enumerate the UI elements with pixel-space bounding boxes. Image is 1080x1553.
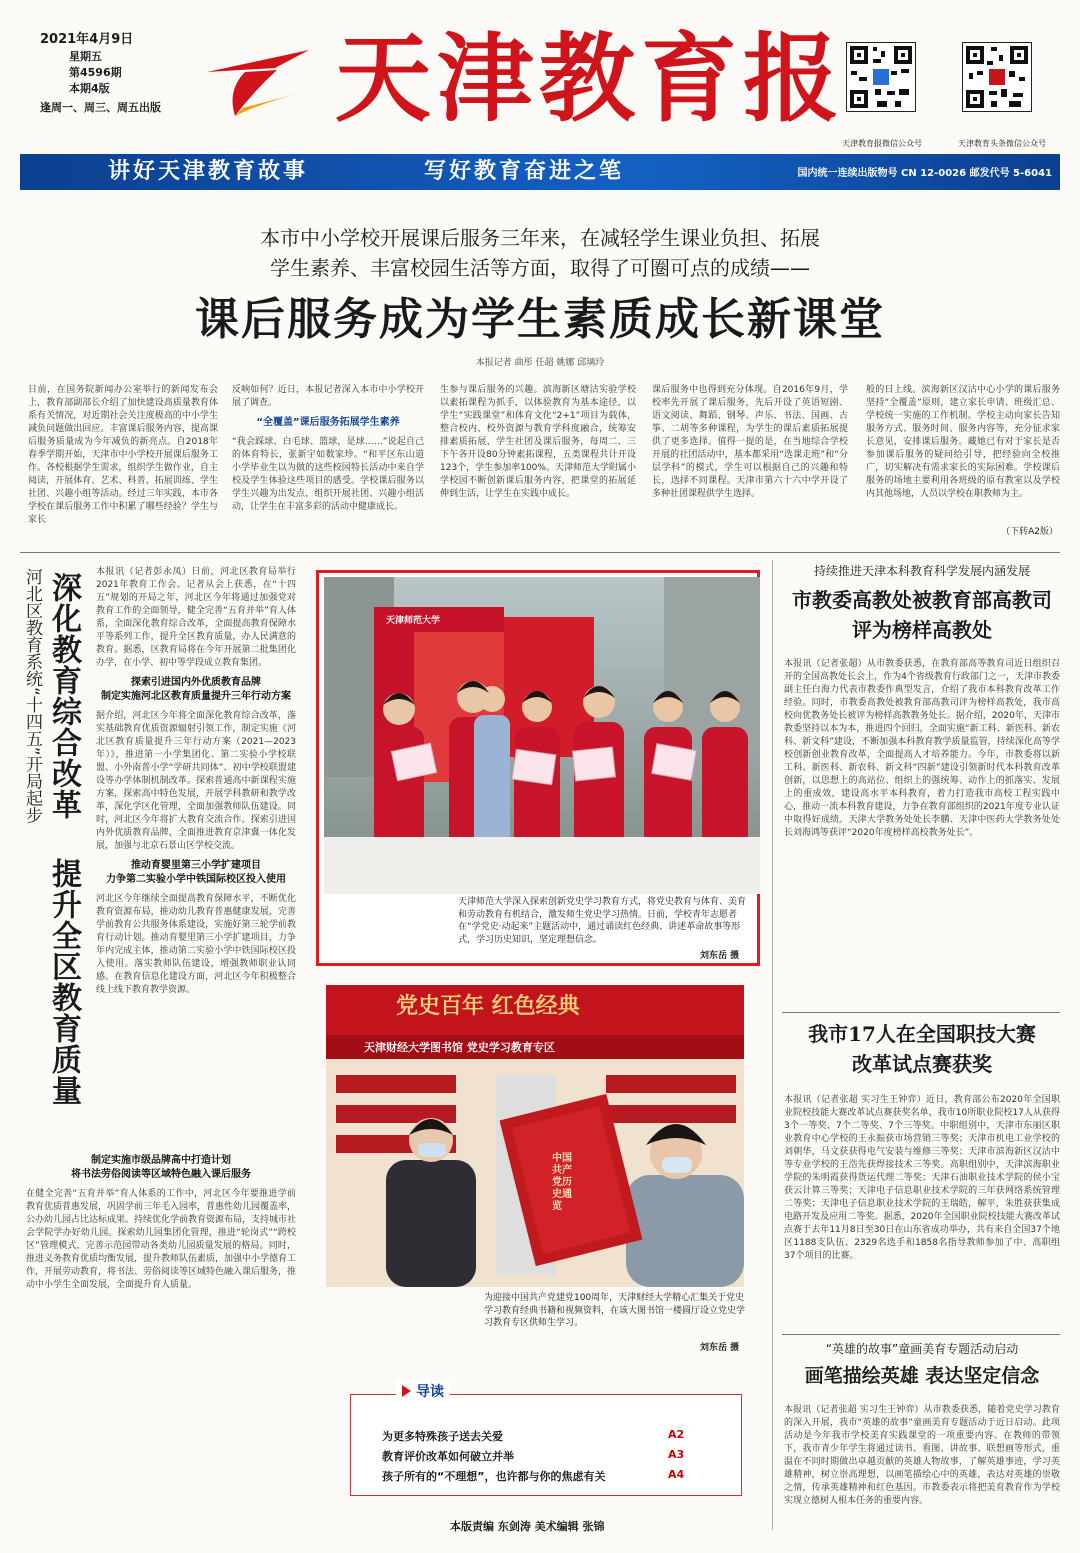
book-title-text: 中国共产党历史通览	[552, 1153, 572, 1212]
issue-schedule: 逢周一、周三、周五出版	[40, 101, 161, 114]
right-story2-headline-1: 我市17人在全国职技大赛	[808, 1022, 1036, 1046]
right-story3-kicker: “英雄的故事”童画美育专题活动启动	[825, 1342, 1019, 1356]
right-story1-body: 本报讯（记者张超）从市教委获悉，在教育部高等教育司近日组织召开的全国高教处长会上，作为4个省级教育行政部门之一，天津市教委副主任白海力代表市教委作典型发言，介绍了我市本科教育改革工作经验。同时，市教委高教处被教育部高教司评为榜样高教处，我市高校向优教务处长被评为榜样高教教务处长。据介绍，2020年，天津市教委坚持以本为本，推进四个回归，全面实施“新工科、新医科、新农科、新文科”建设，不断加强本科教育教学质量监管，持续深化高等学校创新创业教育改革，全面提高人才培养能力。今年，市教委将以新工科、新医科、新农科、新文科“四新”建设引领新时代本科教育改革创新，以思想上的高站位、组织上的强统筹、动作上的抓落实、发展上的重成效，建设高水平本科教育，着力打造我市高校工程实践中心，推动一流本科教育建设，力争在教育部组织的2021年度专业认证中取得好成绩。天津大学教务处处长李鹏、天津中医药大学教务处处长刘海鸿等获评“2020年度榜样高校教务处长”。	[784, 659, 1060, 838]
guide-item[interactable]: 教育评价改革如何破立并举	[382, 1450, 514, 1463]
qr-code-caption: 天津教育头条微信公众号	[958, 139, 1046, 148]
guide-item[interactable]: 孩子所有的“不理想”，也许都与你的焦虑有关	[382, 1470, 606, 1483]
right-story3-body: 本报讯（记者张超 实习生王钟弈）从市教委获悉，随着党史学习教育的深入开展，我市“英雄的故事”童画美育专题活动于近日启动。此项活动是今年我市学校美育实践课堂的一项重要内容。在教师的带领下，我市青少年学生将通过读书、看图、讲故事、联想画等形式，重温在不同时期做出卓越贡献的英雄人物故事，了解英雄事迹，学习英雄精神，树立崇高理想，以画笔描绘心中的英雄，表达对英雄的崇敬之情，传承英雄精神和红色基因。市教委表示将把美育教育作为学校实现立德树人根本任务的重要内容。	[784, 1405, 1060, 1506]
photo-banner-text: 党史百年 红色经典	[396, 993, 580, 1019]
guide-title: 导读	[416, 1384, 444, 1400]
left-story-subheading-2: 推动育婴里第三小学扩建项目 力争第二实验小学中铁国际校区投入使用	[106, 860, 286, 885]
continued-note: （下转A2版）	[1001, 527, 1058, 537]
right-story2-headline-2: 改革试点赛获奖	[852, 1052, 992, 1076]
issue-number: 第4596期	[69, 66, 122, 79]
lead-kicker-line1: 本市中小学校开展课后服务三年来，在减轻学生课业负担、拓展	[260, 226, 820, 250]
left-story-subheading-3: 制定实施市级品牌高中打造计划 将书法劳俗阅读等区域特色融入课后服务	[71, 1155, 251, 1180]
lead-column-5: 般的日上线。滨海新区汉沽中心小学的课后服务坚持“全覆盖”原则，建立家长申请、班级汇总、学校统一实施的工作机制。学校主动向家长告知服务方式、服务时间、服务内容等，充分征求家长意见，安排课后服务。藏她已有对于家长是否参加课后服务的疑问给引导，把经验向全校推广，切实解决有需求家长的实际困难。学校课后服务的场地主要利用各班级的原有教室以及学校内其他场地，人员以学校在职教师为主。	[866, 385, 1060, 499]
photo-credit: 刘东岳 摄	[700, 1343, 740, 1353]
lead-subheading: “全覆盖”课后服务拓展学生素养	[256, 417, 400, 428]
lead-column-2-text: “我会踩球、白毛球、篮球，是球……”说起自己的体育特长，张新宇如数家珍。“和平区东山道小学毕业生以为做的这些校园特长活动中来自学校及学生体验这些项目的感受。学校课后服务以学生兴趣为出发点，组织开展社团、兴趣小组活动，让学生在丰富多彩的活动中健康成长。	[232, 437, 424, 512]
slogan-right: 写好教育奋进之笔	[424, 159, 625, 184]
registration-number: 国内统一连续出版物号 CN 12-0026 邮发代号 5-6041	[797, 168, 1052, 179]
lead-column-1: 日前，在国务院新闻办公室举行的新闻发布会上，教育部副部长介绍了加快建设高质量教育体系有关情况，对近期社会关注度极高的中小学生减负问题做出回应。丰富课后服务内容，提高课后服务质量成为今年减负的新亮点。自2018年春季学期开始，天津市中小学校开展课后服务工作。各校根据学生需求，组织学生做作业，自主阅读，开展体育、艺术、科普、拓展训练、学生社团、兴趣小组等活动。经过三年实践，本市各学校在课后服务工作中积累了哪些经验？学生与家长	[28, 385, 218, 525]
photo-library-reading	[326, 985, 744, 1287]
photo-banner-text: 天津师范大学	[386, 616, 441, 626]
lead-column-3: 生参与课后服务的兴趣。滨海新区塘沽实验学校以素拓课程为抓手，以体验教育为基本途径，以学生“实践课堂”和体育文化“2+1”项目为载体，整合校内、校外资源与教育学科度融合，统筹安排素质拓展，学生社团及课后服务，每周二、三下午各开设80分钟素拓课程，五类课程共计开设123个，学生参加率100%。天津师范大学附属小学校园不断创新课后服务内容，把课堂的拓展延伸到生活，让学生在实践中成长。	[440, 385, 636, 499]
photo-banner-subtext: 天津财经大学图书馆 党史学习教育专区	[364, 1041, 555, 1054]
guide-item[interactable]: 为更多特殊孩子送去关爱	[382, 1430, 503, 1443]
left-story-headline-2: 提升全区教育质量	[46, 858, 81, 1106]
photo-students-reading	[324, 577, 760, 894]
slogan-left: 讲好天津教育故事	[108, 159, 309, 184]
left-story-paragraph-1: 据介绍，河北区今年将全面深化教育综合改革，落实基础教育优质资源辐射引领工作，制定实施《河北区教育质量提升三年行动方案（2021—2023年）》，推进第一小学集团化、第二实验小学校联盟、小外南普小学“学研共同体”、初中学校联盟建设等办学体制机制改革。探索普通高中新课程实施方案，探索高中特色发展，开展学科教研和教学改革，深化学区化管理，全面加强教师队伍建设。同时，河北区今年将扩大教育交流合作。探索引进国内外优质教育品牌，全面推进教育京津冀一体化发展，加强与北京石景山区学校交流。	[96, 711, 296, 851]
guide-header	[396, 1380, 450, 1402]
photo-caption: 为迎接中国共产党建党100周年，天津财经大学精心汇集关于党史学习教育经典书籍和视频资料，在该大图书馆一楼圆厅设立党史学习教育专区供师生学习。	[484, 1293, 746, 1328]
left-story-body-wide	[26, 1148, 296, 1528]
right-column-divider	[772, 560, 773, 1530]
qr-code-icon	[962, 42, 1032, 112]
section-divider	[20, 552, 1060, 553]
issue-pages: 本期4版	[69, 82, 110, 95]
lead-column-4: 课后服务中也得到充分体现。自2016年9月，学校率先开展了课后服务，先后开设了英语短剧、语文阅读、舞蹈、钢琴、声乐、书法、国画、古筝、二胡等多种课程，为学生的课后素质拓展提供了更多选择。值得一提的是，在当地综合学校开展的社团活动中，基本都采用“选课走班”和“分层学科”的模式，学生可以根据自己的兴趣和特长，选择不同课程。天津市第六十六中学开设了多种社团课程供学生选择。	[652, 385, 848, 499]
qr-code-icon	[846, 42, 916, 112]
right-story1-kicker: 持续推进天津本科教育科学发展内涵发展	[813, 564, 1030, 578]
left-story-intro: 本报讯（记者彭永凤）日前，河北区教育局举行2021年教育工作会。记者从会上获悉，在“十四五”规划的开局之年，河北区今年将通过加强党对教育工作的全面领导，健全完善“五育并举”育人体系，全面深化教育综合改革，全面提高教育保障水平等系列工作，提升全区教育质量，办人民满意的教育。据悉，区教育局将在今年开展第二批集团化办学，在小学、初中等学段成立教育集团。	[96, 567, 296, 668]
lead-kicker-line2: 学生素养、丰富校园生活等方面，取得了可圈可点的成绩——	[270, 256, 810, 280]
left-story-kicker: 河北区教育系统“十四五”开局起步	[22, 568, 42, 824]
left-story-paragraph-2: 河北区今年继续全面提高教育保障水平，不断优化教育资源布局，推动幼儿教育普惠健康发展，完善学前教育公共服务体系建设，实施好第三轮学前教育行动计划。推动育婴里第三小学扩建项目，力争年内完成主体，推动第二实验小学中铁国际校区投入使用。落实教师队伍建设，增强教师职业认同感。在教育信息化建设方面，河北区今年积极整合线上线下教育教学资源。	[96, 894, 296, 995]
lead-column-2	[232, 384, 424, 540]
photo-caption: 天津师范大学深入探索创新党史学习教育方式，将党史教育与体育、美育和劳动教育有机结合，激发师生党史学习热情。日前，学校青年志愿者在“学党史·动起来”主题活动中，通过诵读红色经典、讲述革命故事等形式，学习历史知识，坚定理想信念。	[458, 897, 746, 945]
left-story-subheading-1: 探索引进国内外优质教育品牌 制定实施河北区教育质量提升三年行动方案	[101, 677, 291, 702]
guide-arrow-icon	[402, 1385, 411, 1397]
lead-column-2-text: 反响如何？近日，本报记者深入本市中小学校开展了调查。	[232, 385, 424, 408]
issue-weekday: 星期五	[69, 50, 102, 63]
footer-editors: 本版责编 东剑涛 美术编辑 张锦	[450, 1520, 605, 1533]
left-story-headline-1: 深化教育综合改革	[46, 572, 81, 820]
newspaper-logo-icon	[205, 42, 315, 122]
qr-code-caption: 天津教育报微信公众号	[842, 139, 922, 148]
right-story2-body: 本报讯（记者张超 实习生王钟弈）近日，教育部公布2020年全国职业院校技能大赛改革试点赛获奖名单，我市10所职业院校17人从获得3个一等奖、7个二等奖、7个三等奖。中职组别中，天津市东丽区职业教育中心学校的王永振获市场营销三等奖；天津市机电工业学校的刘朝华，马文获获得电气安装与维修三等奖；天津市滨海新区汉沽中等专业学校的王浩先获焊接技术三等奖。高职组别中，天津滨海职业学院的朱明霞获得货运代理二等奖；天津石油职业技术学院的侯小宝获云计算三等奖；天津电子信息职业技术学院的三年获网络系统管理二等奖；天津电子信息职业技术学院的王瑞皓，解平，朱胜获获集成电路开发及应用二等奖。据悉，2020年全国职业院校技能大赛改革试点赛于去年11月8日至30日在山东省成功举办，共有来自全国37个地区1188支队伍、2329名选手和1858名指导教师参加了中、高职组37个项目的比赛。	[784, 1095, 1060, 1261]
right-story3-headline: 画笔描绘英雄 表达坚定信念	[804, 1365, 1040, 1387]
section-divider	[782, 1334, 1060, 1335]
photo-credit: 刘东岳 摄	[700, 951, 740, 961]
issue-date: 2021年4月9日	[40, 32, 134, 47]
section-divider	[782, 1012, 1060, 1013]
guide-item-page[interactable]: A4	[668, 1468, 685, 1481]
right-story1-headline-1: 市教委高教处被教育部高教司	[792, 588, 1052, 612]
masthead-meta	[40, 30, 190, 116]
newspaper-title: 天津教育报	[335, 22, 845, 135]
left-story-body	[96, 566, 296, 1144]
lead-headline: 课后服务成为学生素质成长新课堂	[195, 294, 885, 345]
left-story-paragraph-3: 在健全完善“五育并举”育人体系的工作中，河北区今年要推进学前教育优质普惠发展，巩固学前三年毛入园率，普惠性幼儿园覆盖率，公办幼儿园占比达标成果。持续优化学前教育资源布局，支持城市社会学院学办好幼儿园。探索幼儿园集团化管理，推进“轮岗式”“跨校区”管理模式，完善示范园带动各类幼儿园质量发展的格局。同时，推进义务教育优质均衡发展，提升教师队伍素质，加强中小学德育工作，开展劳动教育，将书法、劳俗阅读等区域特色融入课后服务，推动中小学生全面发展，全面提升育人质量。	[26, 1189, 296, 1290]
guide-item-page[interactable]: A2	[668, 1428, 685, 1441]
right-story1-headline-2: 评为榜样高教处	[852, 618, 992, 642]
guide-item-page[interactable]: A3	[668, 1448, 685, 1461]
lead-byline: 本报记者 曲彤 任超 姚娜 邱璃玲	[475, 358, 605, 368]
